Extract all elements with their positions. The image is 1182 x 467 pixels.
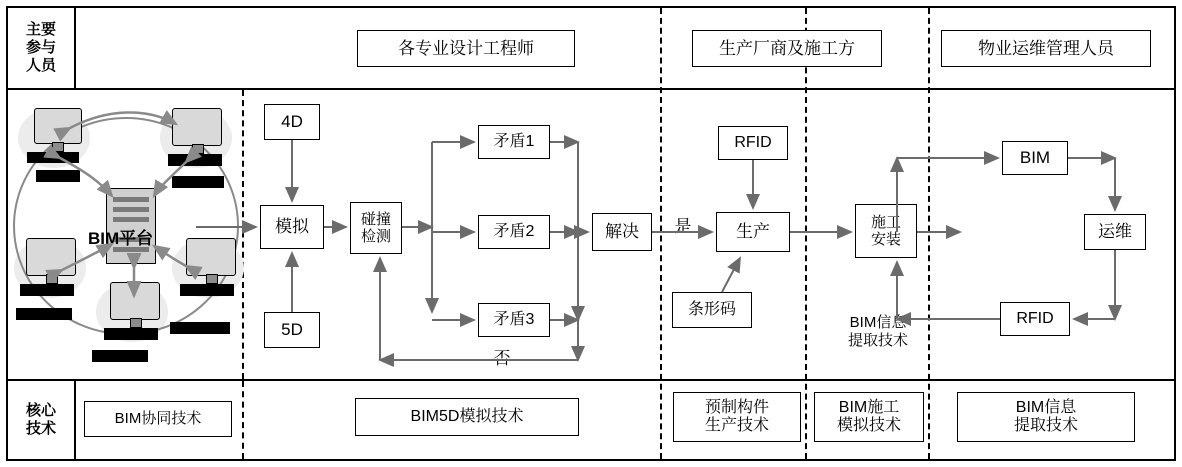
core-tech-collab-label: BIM协同技术 — [114, 410, 202, 428]
node-conflict-1 — [478, 125, 550, 159]
bim-platform-label: BIM平台 — [88, 229, 154, 248]
column-divider-4 — [928, 8, 930, 459]
row-header-participants-l3: 人员 — [25, 57, 56, 74]
node-install — [855, 204, 917, 258]
node-produce — [716, 212, 790, 252]
node-clash-detect-l1: 碰撞 — [360, 210, 391, 228]
core-tech-construction-l1: BIM施工 — [838, 398, 900, 416]
edge-label-no-text: 否 — [493, 348, 511, 368]
core-tech-prefab — [673, 392, 801, 442]
participant-manufacturers-label: 生产厂商及施工方 — [719, 38, 855, 58]
participant-operations-label: 物业运维管理人员 — [978, 38, 1114, 58]
header-col-rule — [74, 6, 76, 88]
core-tech-construction — [814, 392, 924, 442]
node-install-l1: 施工 — [870, 213, 901, 231]
border-top — [6, 6, 1176, 8]
core-tech-info — [957, 392, 1135, 442]
node-simulate — [260, 205, 324, 249]
border-right — [1174, 6, 1176, 461]
node-clash-detect-l2: 检测 — [360, 228, 391, 245]
node-bim — [1002, 141, 1068, 175]
node-rfid-bottom-label: RFID — [1016, 309, 1054, 327]
core-tech-prefab-l1: 预制构件 — [704, 398, 769, 416]
participant-manufacturers — [692, 30, 882, 67]
node-conflict-3 — [478, 303, 550, 337]
header-col-rule-bottom — [74, 381, 76, 459]
node-conflict-3-label: 矛盾3 — [493, 310, 535, 328]
column-divider-3 — [805, 8, 807, 459]
row-header-participants — [10, 12, 72, 84]
participant-designers-label: 各专业设计工程师 — [398, 38, 534, 58]
node-conflict-2 — [478, 215, 550, 249]
participant-designers — [357, 30, 575, 67]
node-om — [1084, 214, 1146, 250]
node-resolve-label: 解决 — [605, 222, 639, 242]
core-tech-prefab-l2: 生产技术 — [704, 417, 769, 434]
node-5d — [264, 312, 320, 348]
row-header-core-tech-l1: 核心 — [25, 402, 56, 419]
core-tech-info-l1: BIM信息 — [1015, 398, 1077, 416]
node-conflict-2-label: 矛盾2 — [493, 222, 535, 240]
core-tech-5d — [355, 398, 579, 436]
row-header-core-tech-l2: 技术 — [25, 420, 56, 437]
node-5d-label: 5D — [281, 320, 303, 340]
node-bim-label: BIM — [1019, 148, 1051, 168]
edge-label-yes-text: 是 — [674, 216, 692, 236]
node-barcode — [672, 292, 752, 328]
core-tech-construction-l2: 模拟技术 — [836, 417, 901, 434]
node-om-label: 运维 — [1098, 222, 1132, 242]
column-divider-1b — [242, 381, 244, 459]
edge-label-yes — [668, 215, 698, 239]
row-header-core-tech — [10, 398, 72, 442]
node-4d — [264, 104, 320, 140]
band-rule-bottom — [6, 379, 1176, 381]
node-produce-label: 生产 — [736, 222, 770, 242]
row-header-participants-l1: 主要 — [25, 21, 56, 38]
node-barcode-label: 条形码 — [687, 300, 736, 318]
edge-label-no — [487, 347, 517, 371]
node-simulate-label: 模拟 — [275, 217, 309, 237]
node-rfid-bottom — [1000, 302, 1070, 336]
node-install-l2: 安装 — [870, 231, 901, 248]
node-conflict-1-label: 矛盾1 — [493, 132, 535, 150]
node-rfid-top-label: RFID — [734, 133, 772, 151]
participant-operations — [941, 30, 1151, 67]
node-rfid-top — [718, 126, 788, 160]
core-tech-5d-label: BIM5D模拟技术 — [410, 407, 524, 425]
edge-label-extract-l2: 提取技术 — [847, 332, 908, 349]
core-tech-collab — [84, 401, 232, 437]
edge-label-extract-l1: BIM信息 — [849, 314, 907, 331]
band-rule-top — [6, 88, 1176, 90]
node-resolve — [592, 213, 652, 251]
column-divider-2 — [660, 8, 662, 459]
edge-label-extract — [828, 310, 928, 354]
core-tech-info-l2: 提取技术 — [1013, 417, 1078, 434]
node-4d-label: 4D — [281, 112, 303, 132]
border-bottom — [6, 459, 1176, 461]
cluster-arrows — [8, 100, 258, 360]
row-header-participants-l2: 参与 — [25, 39, 56, 56]
node-clash-detect — [350, 202, 402, 254]
